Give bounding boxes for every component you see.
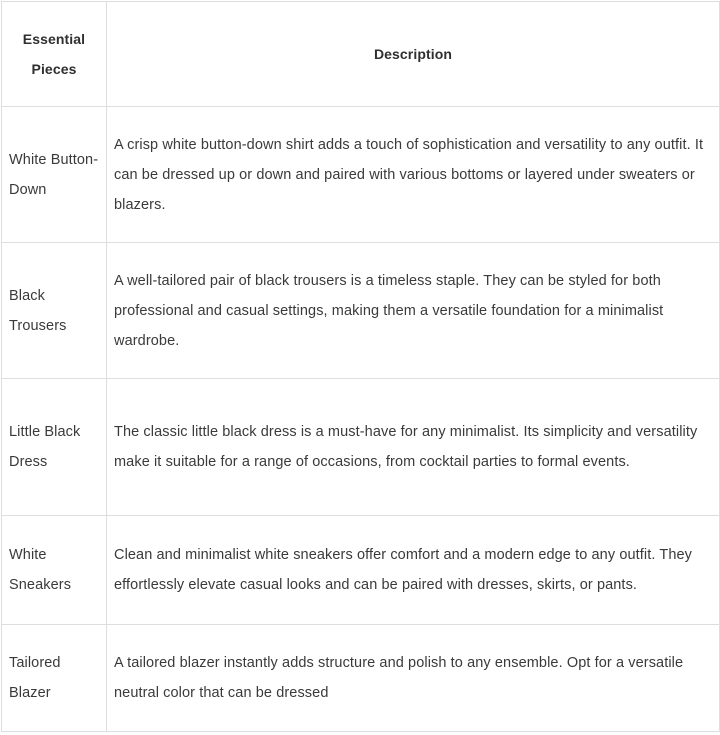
piece-name: Tailored Blazer [2, 625, 107, 732]
table-row [2, 243, 720, 379]
essential-pieces-table [1, 1, 720, 732]
header-description: Description [107, 2, 720, 107]
piece-name: Black Trousers [2, 243, 107, 379]
piece-description: A well-tailored pair of black trousers is a timeless staple. They can be styled for both professional and casual settings, making them a versatile foundation for a minimalist wardrobe. [107, 243, 720, 379]
table-header-row [2, 2, 720, 107]
table-row [2, 379, 720, 516]
piece-description: Clean and minimalist white sneakers offer comfort and a modern edge to any outfit. They effortlessly elevate casual looks and can be paired with dresses, skirts, or pants. [107, 516, 720, 625]
header-essential-pieces: Essential Pieces [2, 2, 107, 107]
piece-description: A tailored blazer instantly adds structure and polish to any ensemble. Opt for a versatile neutral color that can be dressed [107, 625, 720, 732]
piece-description: A crisp white button-down shirt adds a touch of sophistication and versatility to any outfit. It can be dressed up or down and paired with various bottoms or layered under sweaters or blazers. [107, 107, 720, 243]
piece-description: The classic little black dress is a must-have for any minimalist. Its simplicity and versatility make it suitable for a range of occasions, from cocktail parties to formal events. [107, 379, 720, 516]
table-row [2, 516, 720, 625]
piece-name: Little Black Dress [2, 379, 107, 516]
piece-name: White Sneakers [2, 516, 107, 625]
table-row [2, 107, 720, 243]
table-row [2, 625, 720, 732]
piece-name: White Button-Down [2, 107, 107, 243]
